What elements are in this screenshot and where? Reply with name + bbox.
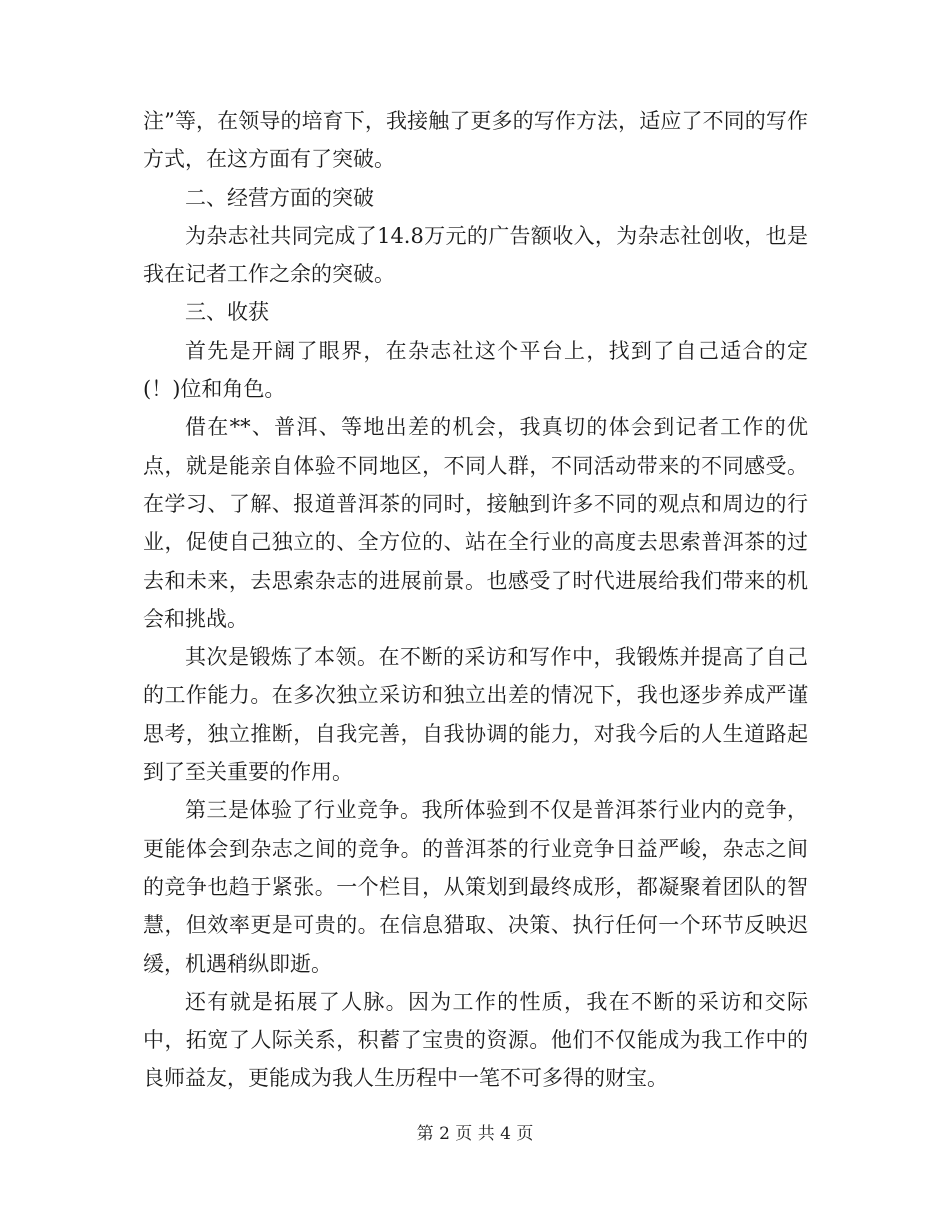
paragraph-horizons: 首先是开阔了眼界，在杂志社这个平台上，找到了自己适合的定(！)位和角色。 (143, 338, 808, 402)
paragraph-network: 还有就是拓展了人脉。因为工作的性质，我在不断的采访和交际中，拓宽了人际关系，积蓄了宝贵的资源。他们不仅能成为我工作中的良师益友，更能成为我人生历程中一笔不可多得的财宝。 (143, 989, 808, 1091)
paragraph-skills: 其次是锻炼了本领。在不断的采访和写作中，我锻炼并提高了自己的工作能力。在多次独立采访和独立出差的情况下，我也逐步养成严谨思考，独立推断，自我完善，自我协调的能力，对我今后的人生道路起到了至关重要的作用。 (143, 645, 808, 785)
document-body (143, 102, 808, 1098)
paragraph-continuation: 注”等，在领导的培育下，我接触了更多的写作方法，适应了不同的写作方式，在这方面有了突破。 (143, 109, 808, 172)
paragraph-ad-revenue: 为杂志社共同完成了14.8万元的广告额收入，为杂志社创收，也是我在记者工作之余的突破。 (143, 223, 808, 287)
paragraph-competition: 第三是体验了行业竞争。我所体验到不仅是普洱茶行业内的竞争，更能体会到杂志之间的竞争。的普洱茶的行业竞争日益严峻，杂志之间的竞争也趋于紧张。一个栏目，从策划到最终成形，都凝聚着团队的智慧，但效率更是可贵的。在信息猎取、决策、执行任何一个环节反映迟缓，机遇稍纵即逝。 (143, 798, 808, 976)
page-number-footer: 第 2 页 共 4 页 (416, 1124, 534, 1144)
section-heading-gains: 三、收获 (185, 300, 269, 325)
paragraph-travel: 借在**、普洱、等地出差的机会，我真切的体会到记者工作的优点，就是能亲自体验不同地区，不同人群，不同活动带来的不同感受。在学习、了解、报道普洱茶的同时，接触到许多不同的观点和周边的行业，促使自己独立的、全方位的、站在全行业的高度去思索普洱茶的过去和未来，去思索杂志的进展前景。也感受了时代进展给我们带来的机会和挑战。 (143, 415, 808, 631)
section-heading-business: 二、经营方面的突破 (185, 185, 374, 210)
